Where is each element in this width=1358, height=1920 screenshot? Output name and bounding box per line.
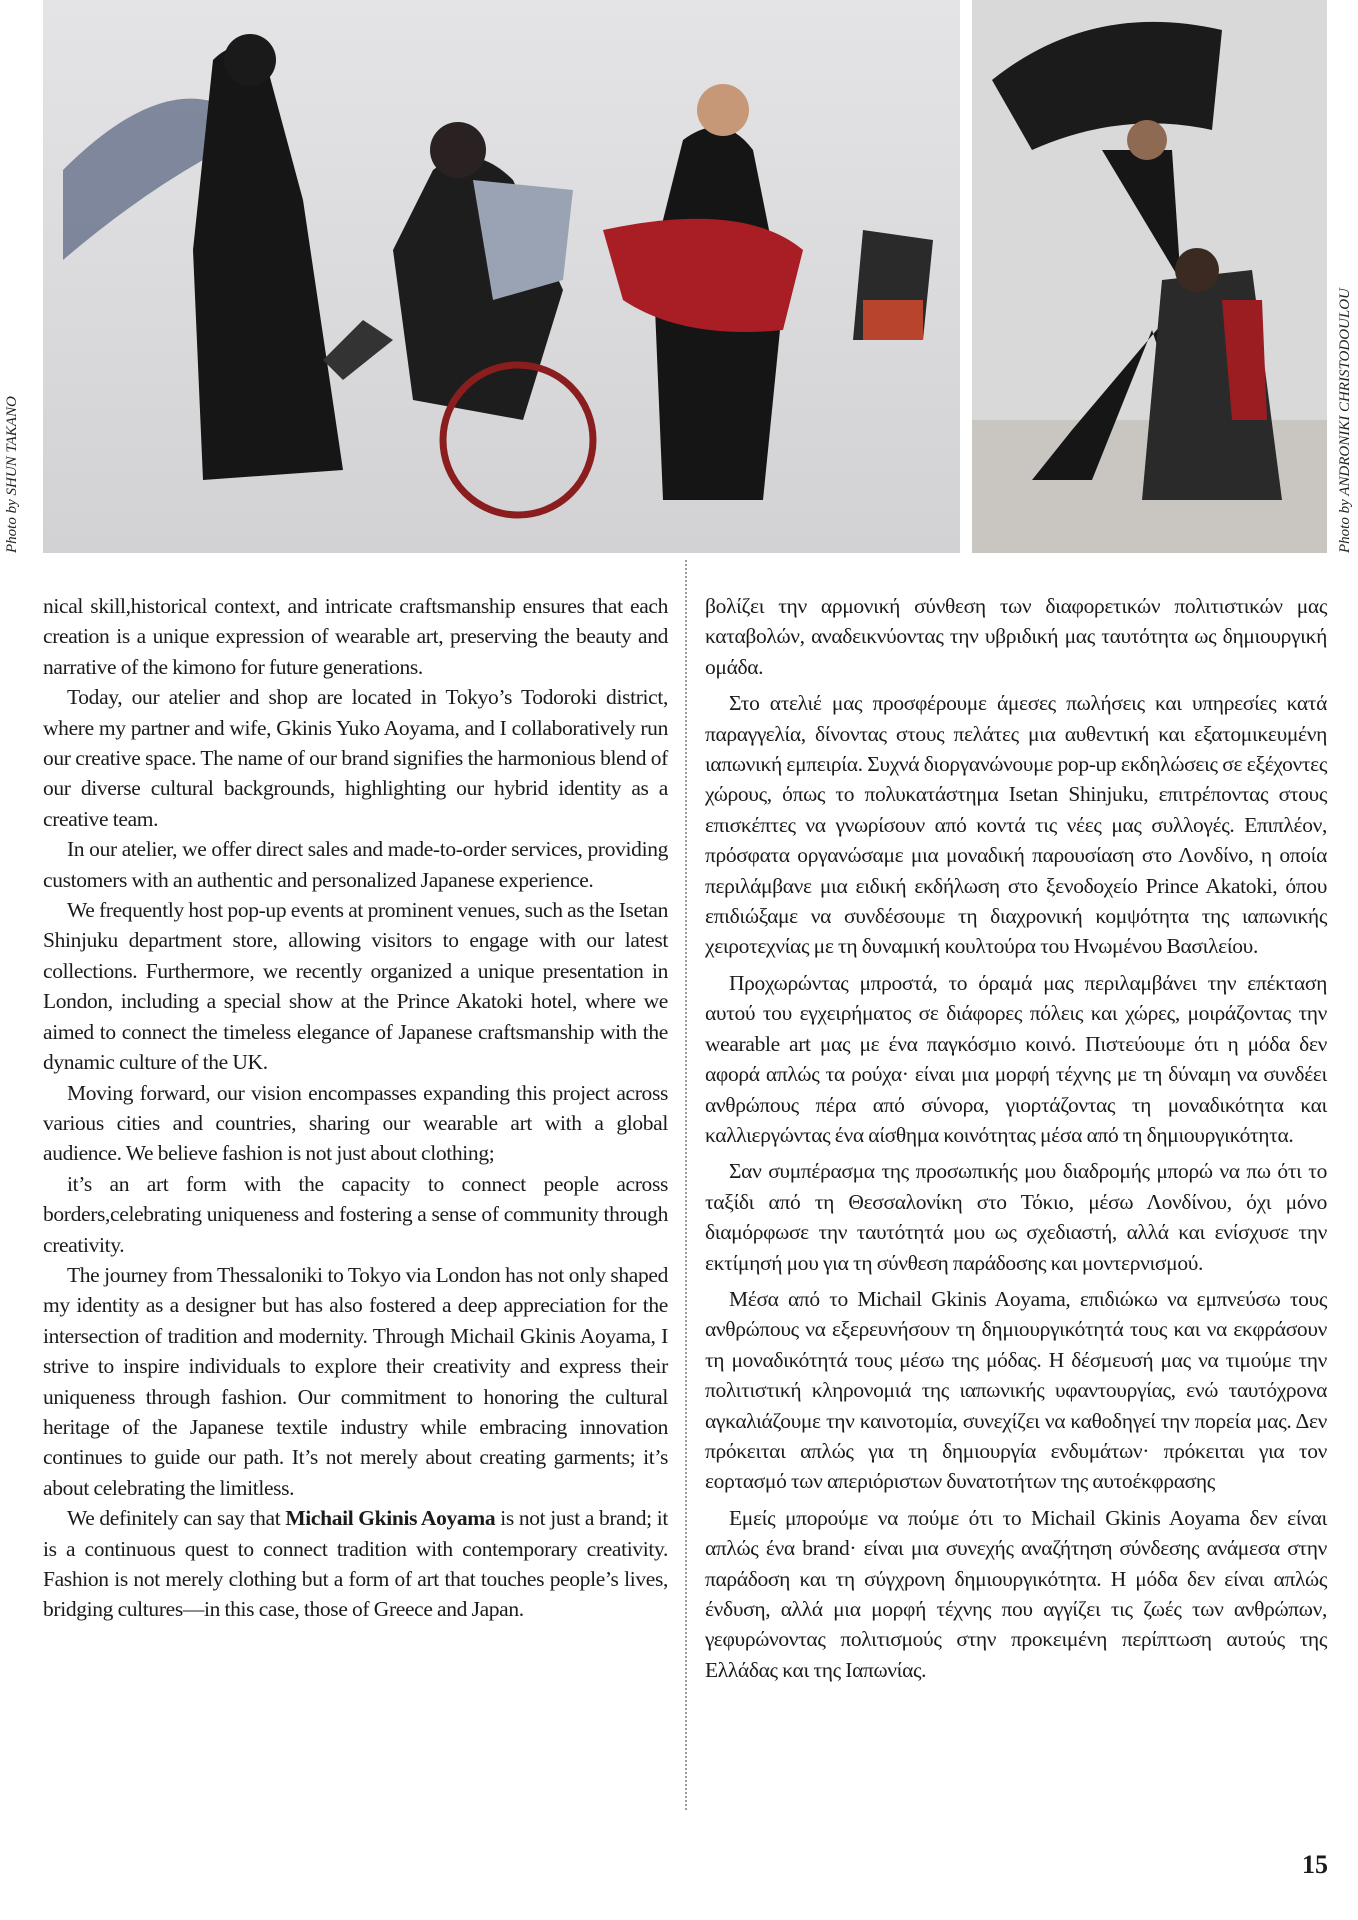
photo-credit-left: Photo by SHUN TAKANO: [4, 396, 20, 553]
paragraph: nical skill,historical context, and intricate craftsmanship ensures that each creation is a unique expression of wearable art, preserving the beauty and narrative of the kimono for future generations.: [43, 594, 668, 679]
paragraph: Moving forward, our vision encompasses expanding this project across various cities and countries, sharing our wearable art with a global audience. We believe fashion is not just about clothing;: [43, 1080, 668, 1166]
paragraph: βολίζει την αρμονική σύνθεση των διαφορετικών πολιτιστικών μας καταβολών, αναδεικνύοντας την υβριδική μας ταυτότητα ως δημιουργική ομάδα.: [705, 594, 1327, 679]
paragraph: Στο ατελιέ μας προσφέρουμε άμεσες πωλήσεις και υπηρεσίες κατά παραγγελία, δίνοντας στους πελάτες μια αυθεντική και εξατομικευμένη ιαπωνική εμπειρία. Συχνά διοργανώνουμε pop-up εκδηλώσεις σε εξέχοντες χώρους, όπως το πολυκατάστημα Isetan Shinjuku, επιτρέποντας στους επισκέπτες να γνωρίσουν από κοντά τις νέες μας συλλογές. Επιπλέον, πρόσφατα οργανώσαμε μια μοναδική παρουσίαση στο Λονδίνο, η οποία περιλάμβανε μια ειδική εκδήλωση στο ξενοδοχείο Prince Akatoki, όπου επιδιώξαμε να συνδέσουμε τη διαχρονική κομψότητα της ιαπωνικής χειροτεχνίας με τη δυναμική κουλτούρα του Ηνωμένου Βασιλείου.: [705, 691, 1327, 959]
paragraph: [43, 1503, 668, 1625]
text: is not just a brand; it is a continuous quest to connect tradition with contemporary creativity. Fashion is not merely clothing but a form of art that touches people’s lives, bridging cultures—in this case, those of Greece and Japan.: [43, 1506, 668, 1622]
paragraph: Μέσα από το Michail Gkinis Aoyama, επιδιώκω να εμπνεύσω τους ανθρώπους να εξερευνήσουν τη δημιουργικότητά τους και να εκφράσουν τη μοναδικότητά τους μέσω της μόδας. Η δέσμευσή μας να τιμούμε την πολιτιστική κληρονομιά της ιαπωνικής υφαντουργίας, ενώ ταυτόχρονα αγκαλιάζουμε την καινοτομία, συνεχίζει να καθοδηγεί την πορεία μας. Δεν πρόκειται απλώς για τη δημιουργία ενδυμάτων· πρόκειται για τον εορτασμό των απεριόριστων δυνατοτήτων της αυτοέκφρασης: [705, 1286, 1327, 1494]
photo-two-dancers: [972, 0, 1327, 553]
paragraph: In our atelier, we offer direct sales and made-to-order services, providing customers with an authentic and personalized Japanese experience.: [43, 837, 668, 892]
photo-three-models-wheelchair: [43, 0, 960, 553]
page-number: 15: [1302, 1850, 1328, 1879]
text: We definitely can say that: [67, 1506, 286, 1531]
paragraph: Εμείς μπορούμε να πούμε ότι το Michail Gkinis Aoyama δεν είναι απλώς ένα brand· είναι μια συνεχής αναζήτηση σύνδεσης ανάμεσα στην παράδοση και τη σύγχρονη δημιουργικότητα. Η μόδα δεν είναι απλώς ένδυση, αλλά μια μορφή τέχνης που αγγίζει τις ζωές των ανθρώπων, γεφυρώνοντας πολιτισμούς στην προκειμένη περίπτωση αυτούς της Ελλάδας και της Ιαπωνίας.: [705, 1505, 1327, 1682]
article-column-greek: [705, 591, 1327, 1691]
column-divider: [685, 560, 687, 1810]
photo-credit-right: Photo by ANDRONIKI CHRISTODOULOU: [1337, 288, 1353, 553]
paragraph: Today, our atelier and shop are located in Tokyo’s Todoroki district, where my partner and wife, Gkinis Yuko Aoyama, and I collaboratively run our creative space. The name of our brand signifies the harmonious blend of our diverse cultural backgrounds, highlighting our hybrid identity as a creative team.: [43, 685, 668, 831]
article-column-english: [43, 591, 668, 1625]
paragraph: The journey from Thessaloniki to Tokyo via London has not only shaped my identity as a designer but has also fostered a deep appreciation for the intersection of tradition and modernity. Through Michail Gkinis Aoyama, I strive to inspire individuals to explore their creativity and express their uniqueness through fashion. Our commitment to honoring the cultural heritage of the Japanese textile industry while embracing innovation continues to guide our path. It’s not merely about creating garments; it’s about celebrating the limitless.: [43, 1262, 668, 1500]
paragraph: it’s an art form with the capacity to connect people across borders,celebrating uniqueness and fostering a sense of community through creativity.: [43, 1171, 668, 1257]
paragraph: Προχωρώντας μπροστά, το όραμά μας περιλαμβάνει την επέκταση αυτού του εγχειρήματος σε διάφορες πόλεις και χώρες, μοιράζοντας την wearable art μας με ένα παγκόσμιο κοινό. Πιστεύουμε ότι η μόδα δεν αφορά απλώς τα ρούχα· είναι μια μορφή τέχνης με τη δύναμη να συνδέει ανθρώπους πέρα από σύνορα, γιορτάζοντας τη μοναδικότητα και καλλιεργώντας ένα αίσθημα κοινότητας μέσα από τη δημιουργικότητα.: [705, 970, 1327, 1147]
brand-name: Michail Gkinis Aoyama: [285, 1506, 496, 1531]
paragraph: Σαν συμπέρασμα της προσωπικής μου διαδρομής μπορώ να πω ότι το ταξίδι από τη Θεσσαλονίκη στο Τόκιο, μέσω Λονδίνου, όχι μόνο διαμόρφωσε την ταυτότητά μου ως σχεδιαστή, αλλά και ενίσχυσε την εκτίμησή μου για τη σύνθεση παράδοσης και μοντερνισμού.: [705, 1159, 1327, 1275]
paragraph: We frequently host pop-up events at prominent venues, such as the Isetan Shinjuku department store, allowing visitors to engage with our latest collections. Furthermore, we recently organized a unique presentation in London, including a special show at the Prince Akatoki hotel, where we aimed to connect the timeless elegance of Japanese craftsmanship with the dynamic culture of the UK.: [43, 898, 668, 1075]
